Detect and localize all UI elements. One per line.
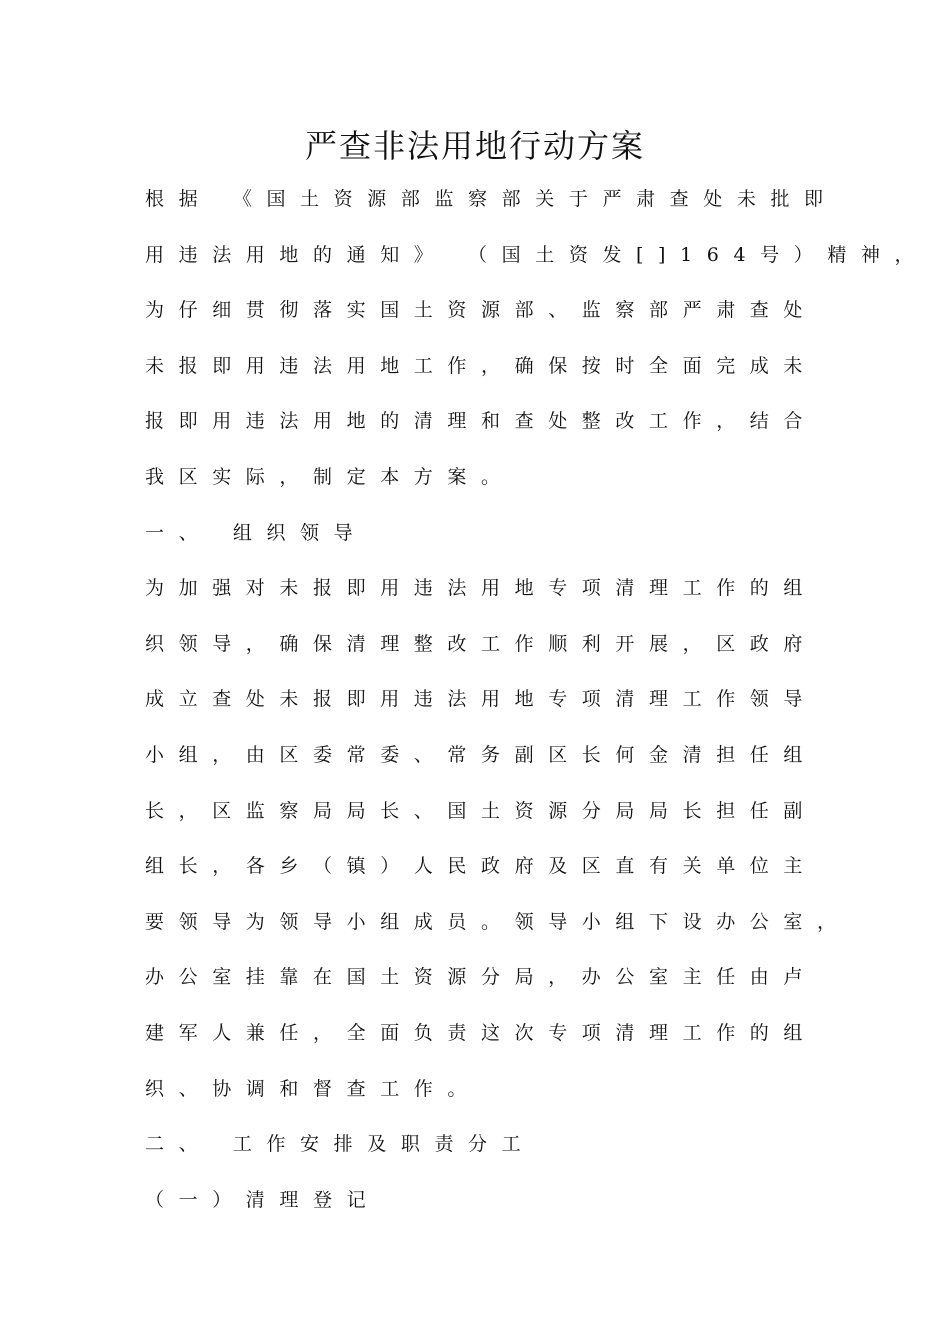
body-line-17: 织、协调和督查工作。 xyxy=(145,1077,482,1100)
body-line-10: 成立查处未报即用违法用地专项清理工作领导 xyxy=(145,688,818,711)
body-line-8: 为加强对未报即用违法用地专项清理工作的组 xyxy=(145,577,818,600)
body-line-3: 为仔细贯彻落实国土资源部、监察部严肃查处 xyxy=(145,299,818,322)
body-line-4: 未报即用违法用地工作，确保按时全面完成未 xyxy=(145,354,818,377)
body-line-12: 长，区监察局局长、国土资源分局局长担任副 xyxy=(145,799,818,822)
body-line-11: 小组，由区委常委、常务副区长何金清担任组 xyxy=(145,743,818,766)
body-line-5: 报即用违法用地的清理和查处整改工作，结合 xyxy=(145,410,818,433)
subsection-heading-1: （一）清理登记 xyxy=(145,1188,381,1211)
body-line-2: 用违法用地的通知》 （国土资发[]164号）精神， xyxy=(145,243,929,266)
body-line-16: 建军人兼任，全面负责这次专项清理工作的组 xyxy=(145,1021,818,1044)
section-heading-1: 一、 组织领导 xyxy=(145,521,368,544)
body-line-1: 根据 《国土资源部监察部关于严肃查处未批即 xyxy=(145,188,838,210)
body-line-6: 我区实际，制定本方案。 xyxy=(145,465,515,488)
body-line-13: 组长，各乡（镇）人民政府及区直有关单位主 xyxy=(145,855,818,878)
document-title: 严查非法用地行动方案 xyxy=(304,127,645,165)
section-heading-2: 二、 工作安排及职责分工 xyxy=(145,1133,536,1156)
body-line-9: 织领导，确保清理整改工作顺利开展，区政府 xyxy=(145,632,818,655)
document-body xyxy=(145,172,929,1228)
body-line-15: 办公室挂靠在国土资源分局，办公室主任由卢 xyxy=(145,966,818,989)
body-line-14: 要领导为领导小组成员。领导小组下设办公室， xyxy=(145,910,851,933)
